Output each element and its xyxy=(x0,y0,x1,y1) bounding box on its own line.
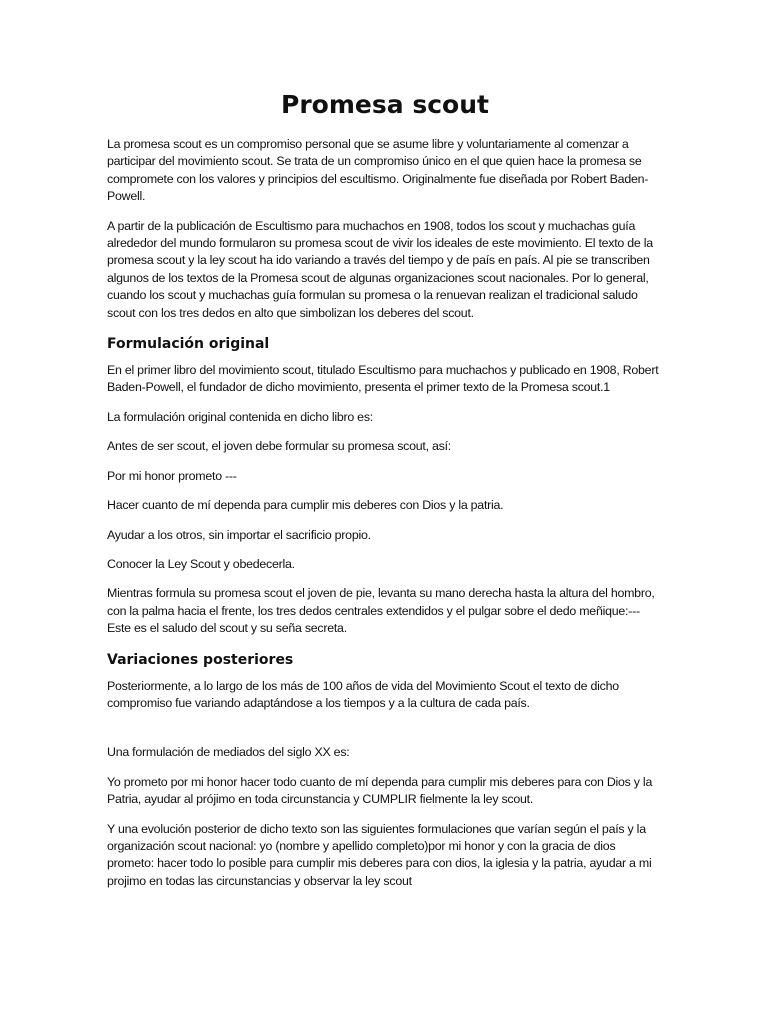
section2-paragraph-2: Una formulación de mediados del siglo XX es: xyxy=(107,745,350,760)
section1-paragraph-7: Conocer la Ley Scout y obedecerla. xyxy=(107,556,295,571)
section1-paragraph-2: La formulación original contenida en dicho libro es: xyxy=(107,409,373,424)
section1-paragraph-6: Ayudar a los otros, sin importar el sacrificio propio. xyxy=(107,527,371,542)
section1-paragraph-5: Hacer cuanto de mí dependa para cumplir mis deberes con Dios y la patria. xyxy=(107,498,504,513)
section1-paragraph-4: Por mi honor prometo --- xyxy=(107,468,237,483)
intro-paragraph-2: A partir de la publicación de Escultismo para muchachos en 1908, todos los scout y muchachas guía alrededor del mundo formularon su promesa scout de vivir los ideales de este movimiento. El texto de la promesa scout y la ley scout ha ido variando a través del tiempo y de país en país. Al pie se transcriben algunos de los textos de la Promesa scout de algunas organizaciones scout nacionales. Por lo general, cuando los scout y muchachas guía formulan su promesa o la renuevan realizan el tradicional saludo scout con los tres dedos en alto que simbolizan los deberes del scout. xyxy=(107,218,653,320)
section2-paragraph-4: Y una evolución posterior de dicho texto son las siguientes formulaciones que varían según el país y la organización scout nacional: yo (nombre y apellido completo)por mi honor y con la gracia de dios prometo: hacer todo lo posible para cumplir mis deberes para con dios, la iglesia y la patria, ayudar a mi projimo en todas las circunstancias y observar la ley scout xyxy=(107,821,652,888)
section1-paragraph-1: En el primer libro del movimiento scout, titulado Escultismo para muchachos y publicado en 1908, Robert Baden-Powell, el fundador de dicho movimiento, presenta el primer texto de la Promesa scout.1 xyxy=(107,363,659,395)
intro-paragraph-1: La promesa scout es un compromiso personal que se asume libre y voluntariamente al comenzar a participar del movimiento scout. Se trata de un compromiso único en el que quien hace la promesa se compromete con los valores y principios del escultismo. Originalmente fue diseñada por Robert Baden-Powell. xyxy=(107,137,649,204)
section-heading-variaciones-posteriores: Variaciones posteriores xyxy=(107,651,294,668)
section-heading-formulacion-original: Formulación original xyxy=(107,336,270,353)
section1-paragraph-3: Antes de ser scout, el joven debe formular su promesa scout, así: xyxy=(107,439,451,454)
page-title: Promesa scout xyxy=(281,90,489,119)
document-content xyxy=(107,88,663,902)
section1-paragraph-8: Mientras formula su promesa scout el joven de pie, levanta su mano derecha hasta la altura del hombro, con la palma hacia el frente, los tres dedos centrales extendidos y el pulgar sobre el dedo meñique:--- Este es el saludo del scout y su seña secreta. xyxy=(107,586,655,636)
section2-paragraph-3: Yo prometo por mi honor hacer todo cuanto de mí dependa para cumplir mis deberes para con Dios y la Patria, ayudar al prójimo en toda circunstancia y CUMPLIR fielmente la ley scout. xyxy=(107,774,653,807)
section2-paragraph-1: Posteriormente, a lo largo de los más de 100 años de vida del Movimiento Scout el texto de dicho compromiso fue variando adaptándose a los tiempos y a la cultura de cada país. xyxy=(107,678,619,710)
